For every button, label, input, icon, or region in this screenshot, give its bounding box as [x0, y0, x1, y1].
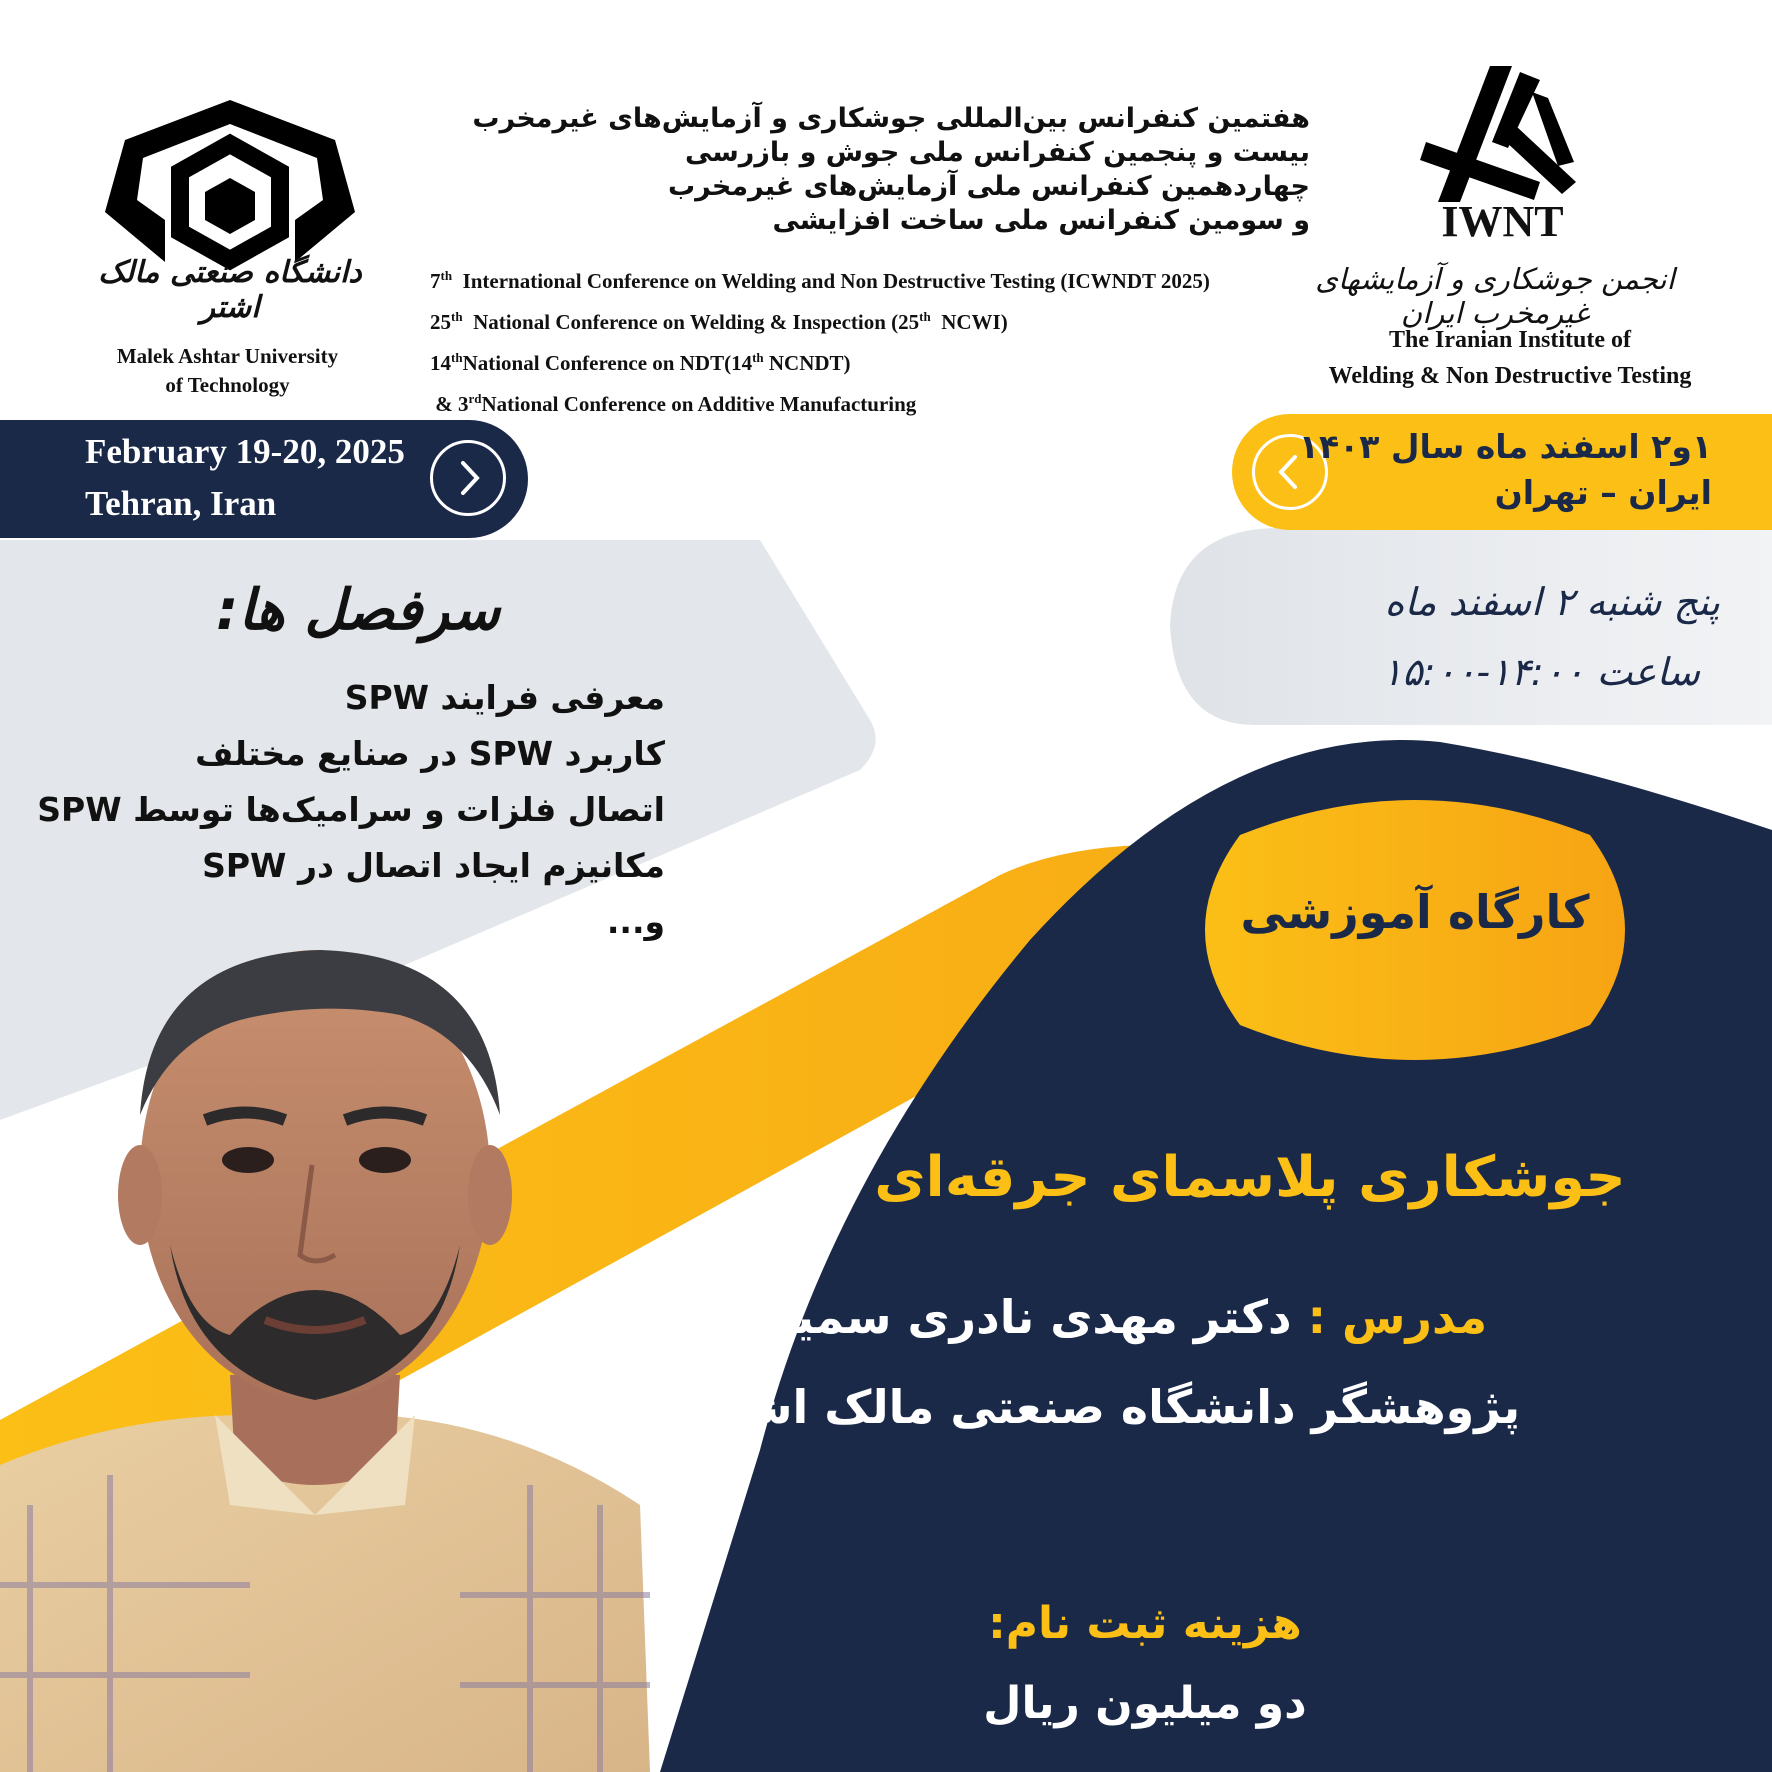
conference-title-fa-1: هفتمین کنفرانس بین‌المللی جوشکاری و آزمایش‌های غیرمخرب	[472, 103, 1310, 134]
conference-title-fa-4: و سومین کنفرانس ملی ساخت افزایشی	[772, 205, 1310, 236]
conference-titles-en	[430, 258, 1310, 422]
conference-title-fa-3: چهاردهمین کنفرانس ملی آزمایش‌های غیرمخرب	[667, 171, 1310, 202]
session-time: ساعت ۱۴:۰۰-۱۵:۰۰	[1381, 650, 1700, 694]
conference-title-fa-2: بیست و پنجمین کنفرانس ملی جوش و بازرسی	[684, 137, 1310, 168]
date-fa	[1299, 424, 1712, 516]
mau-name-en-line2: of Technology	[165, 373, 290, 397]
iwnt-name-en-line2: Welding & Non Destructive Testing	[1328, 363, 1692, 389]
iwnt-abbreviation: IWNT	[1441, 197, 1564, 246]
iwnt-name-fa: انجمن جوشکاری و آزمایشهای غیرمخرب ایران	[1315, 262, 1675, 330]
iwnt-logo-icon	[1420, 62, 1580, 212]
date-fa-line1: ۱و۲ اسفند ماه سال ۱۴۰۳	[1298, 427, 1712, 466]
mau-name-fa: دانشگاه صنعتی مالک اشتر	[98, 255, 362, 325]
next-arrow-button[interactable]	[430, 440, 506, 516]
workshop-badge: کارگاه آموزشی	[1240, 885, 1590, 939]
topics-title: سرفصل ها:	[215, 578, 500, 643]
fee-value: دو میلیون ریال	[983, 1678, 1307, 1729]
conference-titles-fa	[420, 102, 1310, 238]
topic-item: و...	[606, 902, 665, 941]
instructor	[600, 1290, 1580, 1344]
instructor-name: دکتر مهدی نادری سمیرمی	[692, 1290, 1292, 1344]
workshop-title: جوشکاری پلاسمای جرقه‌ای	[874, 1145, 1626, 1210]
date-fa-location: ایران – تهران	[1494, 473, 1712, 512]
conference-title-en-3: 14thNational Conference on NDT(14th NCNDT)	[430, 350, 851, 375]
right-grey-panel	[1170, 528, 1772, 725]
date-banner-fa	[1232, 414, 1772, 530]
chevron-right-icon	[433, 443, 503, 513]
mau-name-en	[95, 342, 360, 400]
instructor-label: مدرس :	[1307, 1290, 1488, 1344]
conference-title-en-2: 25th National Conference on Welding & Inspection (25th NCWI)	[430, 309, 1008, 334]
topic-item: اتصال فلزات و سرامیک‌ها توسط SPW	[37, 790, 665, 829]
date-en-location: Tehran, Iran	[85, 484, 277, 523]
session-day: پنج شنبه ۲ اسفند ماه	[1384, 580, 1720, 624]
iwnt-name-en-line1: The Iranian Institute of	[1388, 327, 1632, 353]
conference-title-en-1: 7th International Conference on Welding and Non Destructive Testing (ICWNDT 2025)	[430, 268, 1210, 293]
date-banner-en	[0, 420, 528, 538]
iwnt-name-en	[1290, 322, 1730, 394]
topic-item: معرفی فرایند SPW	[344, 678, 665, 717]
topics-list	[37, 670, 665, 950]
topic-item: مکانیزم ایجاد اتصال در SPW	[202, 846, 665, 885]
date-en	[85, 426, 405, 530]
date-en-line1: February 19-20, 2025	[85, 432, 405, 471]
topic-item: کاربرد SPW در صنایع مختلف	[195, 734, 665, 773]
conference-title-en-4: & 3rdNational Conference on Additive Manufacturing	[435, 391, 917, 416]
fee-label: هزینه ثبت نام:	[988, 1598, 1302, 1649]
instructor-photo	[0, 945, 650, 1772]
instructor-affiliation: پژوهشگر دانشگاه صنعتی مالک اشتر	[699, 1380, 1521, 1434]
mau-name-en-line1: Malek Ashtar University	[116, 344, 339, 368]
